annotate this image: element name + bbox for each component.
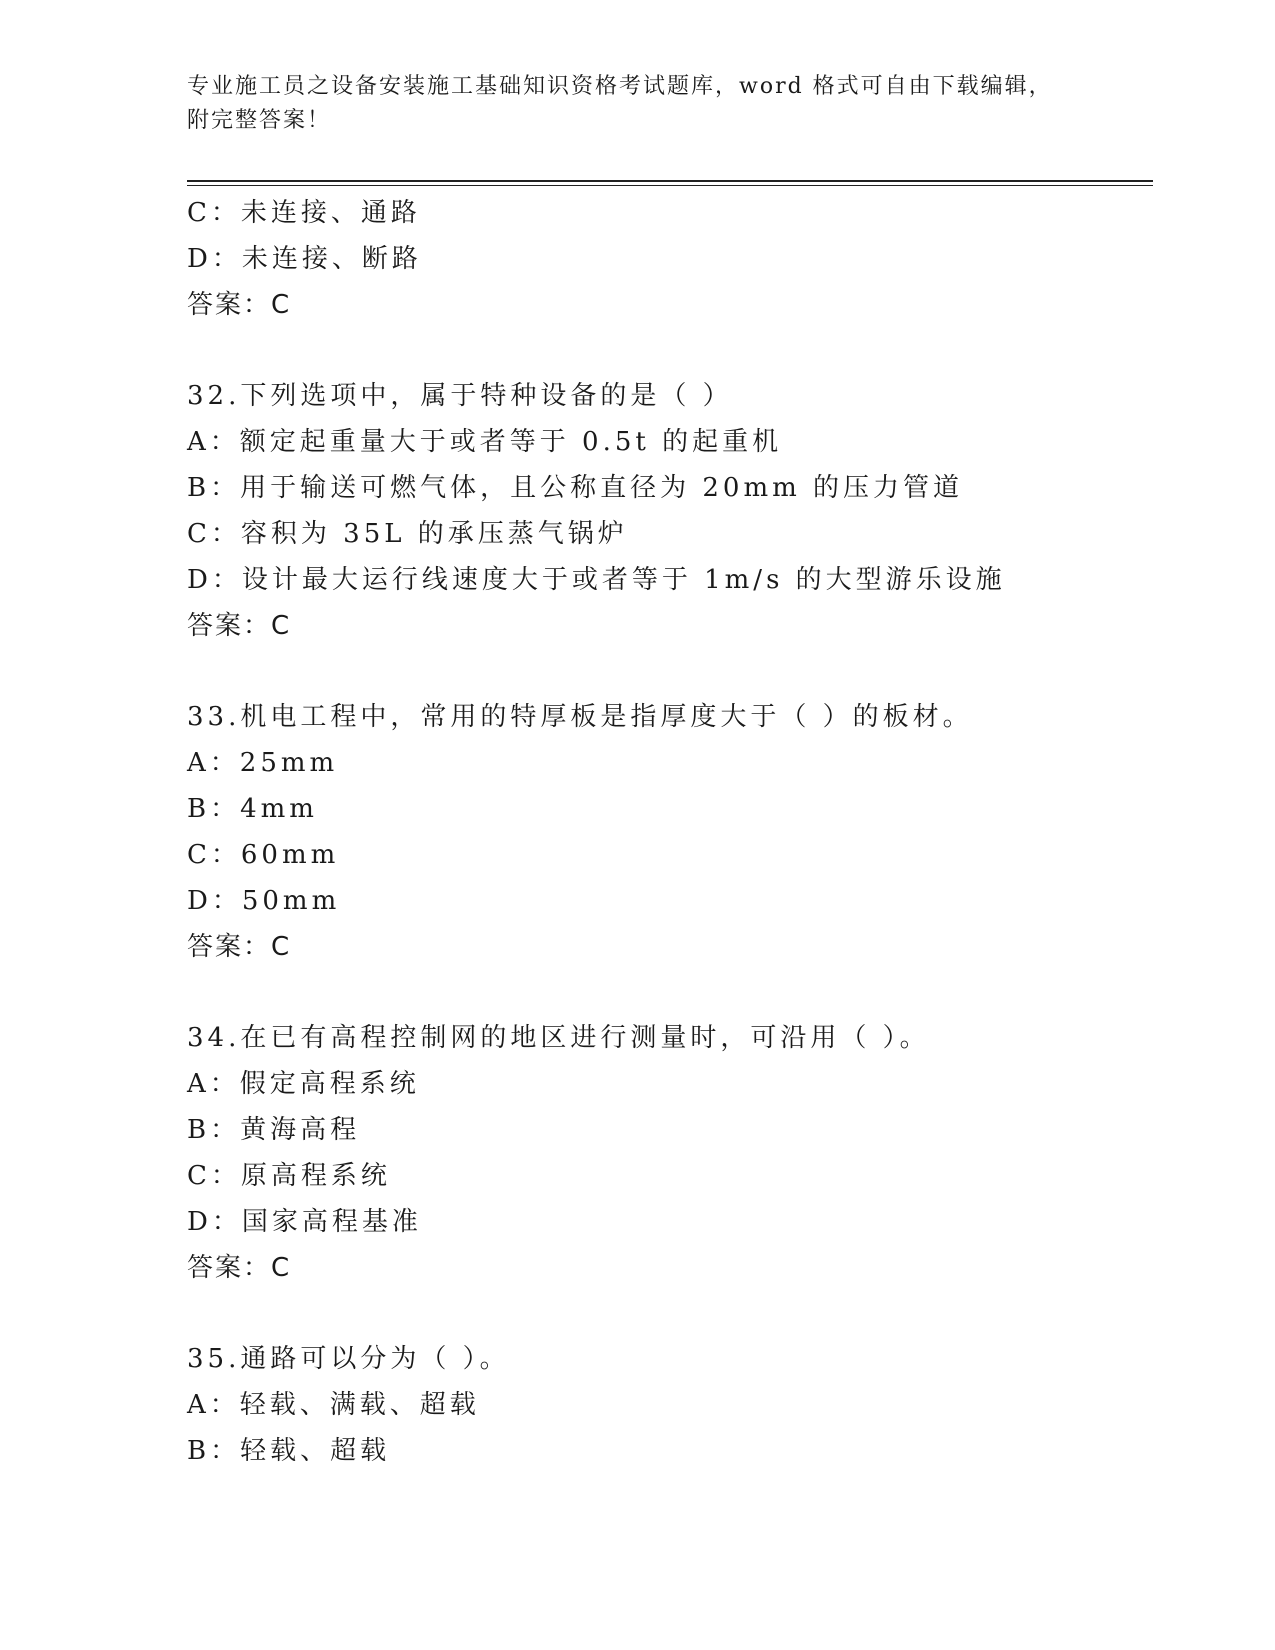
document-body: [187, 190, 1153, 1474]
option-c: C：未连接、通路: [187, 198, 421, 228]
answer: 答案：C: [187, 1253, 292, 1283]
header-rule-thick: [187, 180, 1153, 182]
question-34: [187, 1015, 1153, 1291]
document-header: [187, 70, 1087, 138]
question-text: 32.下列选项中，属于特种设备的是（ ）: [187, 381, 733, 411]
question-31-tail: [187, 190, 1153, 328]
question-text: 35.通路可以分为（ ）。: [187, 1344, 510, 1374]
question-35: [187, 1336, 1153, 1474]
option-d: D：国家高程基准: [187, 1207, 422, 1237]
option-b: B：轻载、超载: [187, 1436, 391, 1466]
option-d: D：50mm: [187, 886, 341, 916]
option-c: C：60mm: [187, 840, 340, 870]
option-d: D：未连接、断路: [187, 244, 422, 274]
header-line-2: 附完整答案！: [187, 108, 332, 133]
header-line-1: 专业施工员之设备安装施工基础知识资格考试题库，word 格式可自由下载编辑，: [187, 74, 1053, 99]
option-b: B：黄海高程: [187, 1115, 361, 1145]
header-rule-thin: [187, 185, 1153, 186]
option-b: B：用于输送可燃气体，且公称直径为 20mm 的压力管道: [187, 473, 964, 503]
option-d: D：设计最大运行线速度大于或者等于 1m/s 的大型游乐设施: [187, 565, 1006, 595]
option-c: C：原高程系统: [187, 1161, 391, 1191]
option-a: A：25mm: [187, 748, 339, 778]
option-a: A：额定起重量大于或者等于 0.5t 的起重机: [187, 427, 783, 457]
option-a: A：轻载、满载、超载: [187, 1390, 480, 1420]
answer: 答案：C: [187, 611, 292, 641]
question-text: 34.在已有高程控制网的地区进行测量时，可沿用（ ）。: [187, 1023, 930, 1053]
option-b: B：4mm: [187, 794, 318, 824]
option-c: C：容积为 35L 的承压蒸气锅炉: [187, 519, 628, 549]
answer: 答案：C: [187, 932, 292, 962]
question-33: [187, 694, 1153, 970]
answer: 答案：C: [187, 290, 292, 320]
question-32: [187, 373, 1153, 649]
option-a: A：假定高程系统: [187, 1069, 420, 1099]
question-text: 33.机电工程中，常用的特厚板是指厚度大于（ ）的板材。: [187, 702, 973, 732]
